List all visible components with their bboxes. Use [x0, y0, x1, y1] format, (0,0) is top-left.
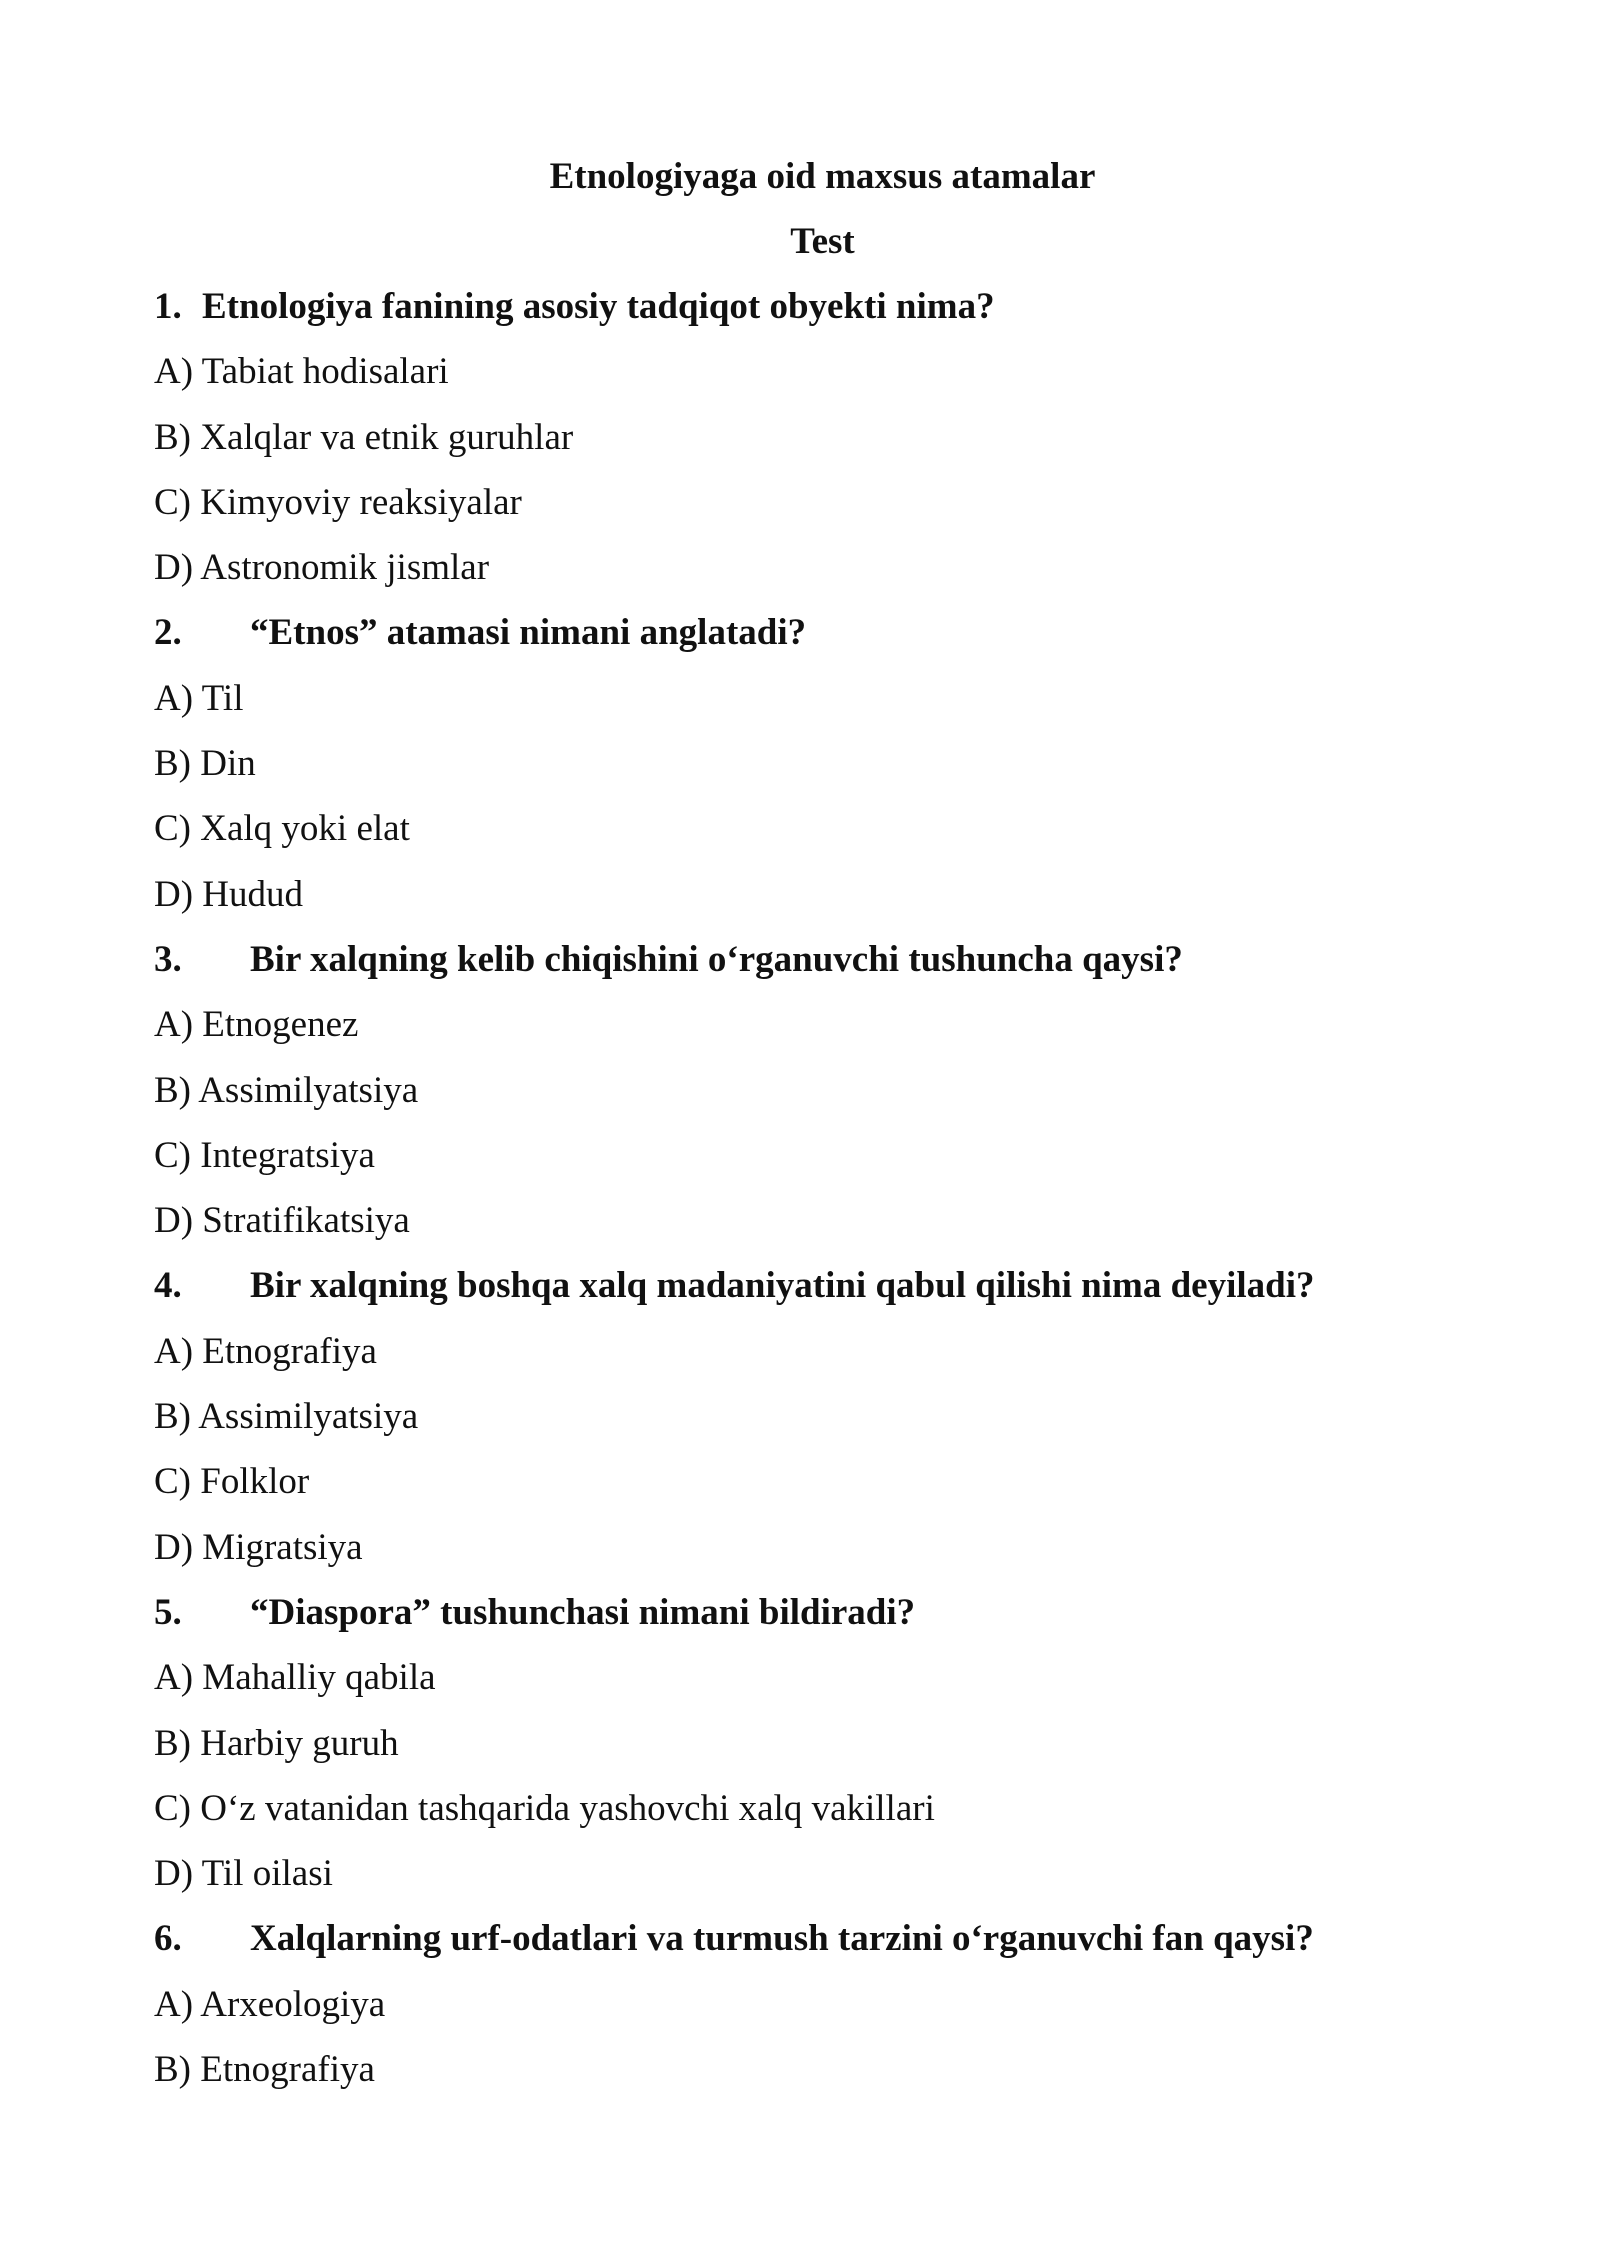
- question-text: Bir xalqning kelib chiqishini o‘rganuvchi tushuncha qaysi?: [250, 938, 1183, 980]
- option-4a: A) Etnografiya: [154, 1330, 377, 1372]
- option-1b: B) Xalqlar va etnik guruhlar: [154, 416, 574, 458]
- question-number: 3.: [154, 938, 182, 980]
- option-5c: C) O‘z vatanidan tashqarida yashovchi xalq vakillari: [154, 1787, 935, 1829]
- question-text: “Etnos” atamasi nimani anglatadi?: [250, 612, 807, 654]
- question-text: Etnologiya fanining asosiy tadqiqot obyekti nima?: [202, 286, 995, 327]
- question-4: [154, 1253, 1454, 1318]
- document-title: Etnologiyaga oid maxsus atamalar: [549, 156, 1096, 197]
- question-6: [154, 1906, 1454, 1971]
- option-4d: D) Migratsiya: [154, 1526, 363, 1568]
- option-5a: A) Mahalliy qabila: [154, 1657, 436, 1699]
- option-3b: B) Assimilyatsiya: [154, 1069, 419, 1111]
- question-text: Xalqlarning urf-odatlari va turmush tarzini o‘rganuvchi fan qaysi?: [250, 1918, 1314, 1960]
- question-number: 5.: [154, 1591, 182, 1633]
- option-6a: A) Arxeologiya: [154, 1983, 386, 2025]
- option-5d: D) Til oilasi: [154, 1853, 333, 1895]
- option-3a: A) Etnogenez: [154, 1004, 359, 1046]
- question-5: [154, 1580, 1454, 1645]
- option-2b: B) Din: [154, 743, 256, 785]
- option-2c: C) Xalq yoki elat: [154, 808, 410, 850]
- question-number: 6.: [154, 1918, 182, 1960]
- option-3d: D) Stratifikatsiya: [154, 1200, 410, 1242]
- option-2d: D) Hudud: [154, 873, 304, 915]
- option-1c: C) Kimyoviy reaksiyalar: [154, 481, 522, 523]
- option-4c: C) Folklor: [154, 1461, 310, 1503]
- question-2: [154, 600, 1454, 665]
- document-subtitle: Test: [790, 221, 855, 262]
- option-5b: B) Harbiy guruh: [154, 1722, 399, 1764]
- question-number: 4.: [154, 1265, 182, 1307]
- question-text: “Diaspora” tushunchasi nimani bildiradi?: [250, 1591, 916, 1633]
- option-2a: A) Til: [154, 677, 244, 719]
- question-number: 2.: [154, 612, 182, 654]
- option-1a: A) Tabiat hodisalari: [154, 351, 449, 393]
- option-3c: C) Integratsiya: [154, 1134, 375, 1176]
- option-4b: B) Assimilyatsiya: [154, 1396, 419, 1438]
- option-1d: D) Astronomik jismlar: [154, 547, 490, 589]
- question-1: [154, 274, 1454, 339]
- question-3: [154, 927, 1454, 992]
- question-text: Bir xalqning boshqa xalq madaniyatini qabul qilishi nima deyiladi?: [250, 1265, 1315, 1307]
- option-6b: B) Etnografiya: [154, 2049, 375, 2091]
- question-number: 1.: [154, 286, 182, 327]
- questions-list: [154, 274, 1454, 2102]
